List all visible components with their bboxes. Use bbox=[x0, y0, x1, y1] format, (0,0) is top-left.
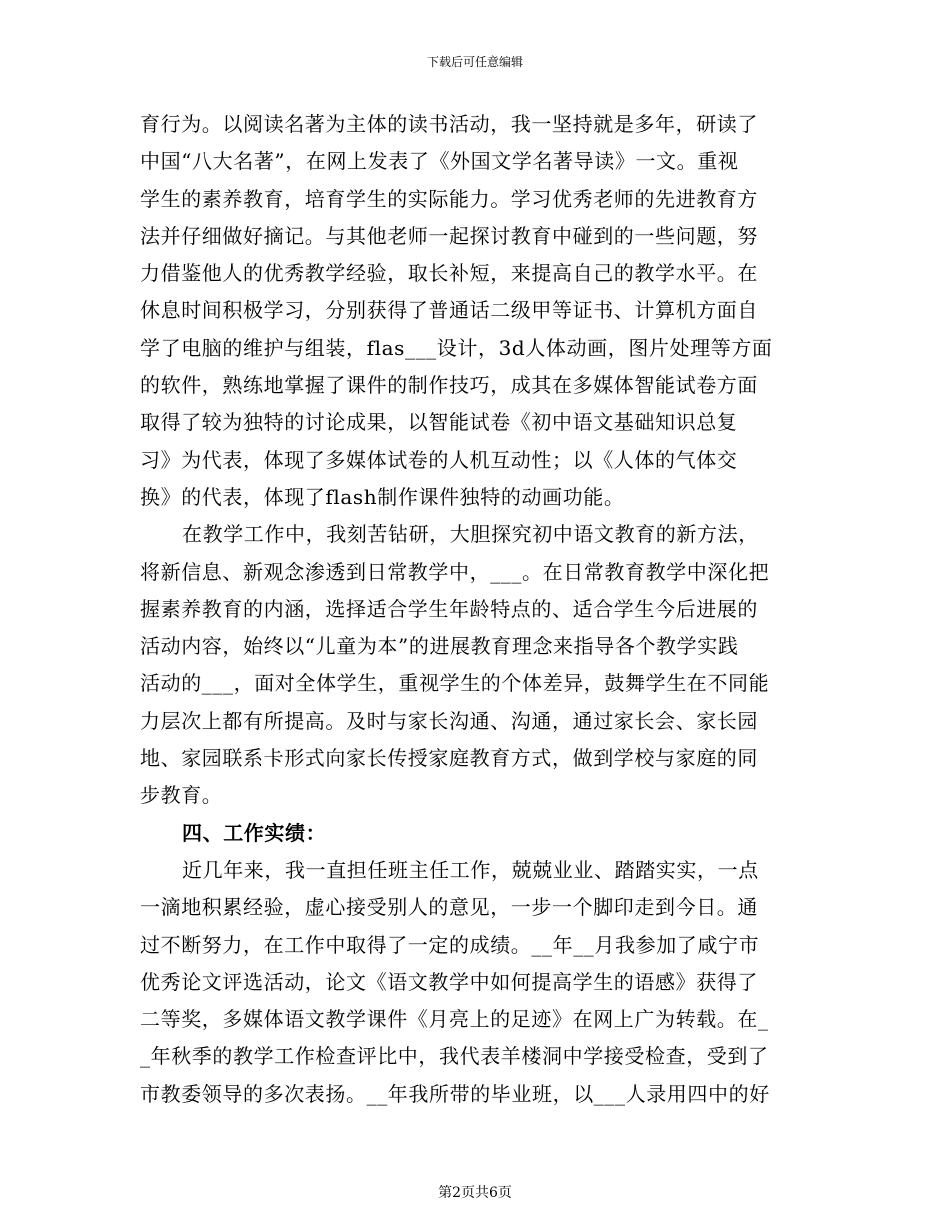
text-line: 在教学工作中，我刻苦钻研，大胆探究初中语文教育的新方法， bbox=[182, 522, 759, 547]
document-body bbox=[140, 106, 816, 1113]
text-line: 活动的___，面对全体学生，重视学生的个体差异，鼓舞学生在不同能 bbox=[140, 671, 770, 696]
text-line: 育行为。以阅读名著为主体的读书活动，我一坚持就是多年，研读了 bbox=[140, 112, 758, 136]
text-line: 习》为代表，体现了多媒体试卷的人机互动性；以《人体的气体交 bbox=[140, 447, 738, 472]
text-line: 的软件，熟练地掌握了课件的制作技巧，成其在多媒体智能试卷方面 bbox=[140, 373, 758, 398]
text-line: 二等奖，多媒体语文教学课件《月亮上的足迹》在网上广为转载。在_ bbox=[140, 1007, 769, 1032]
text-line: 地、家园联系卡形式向家长传授家庭教育方式，做到学校与家庭的同 bbox=[140, 746, 758, 771]
page-footer: 第2页共6页 bbox=[438, 1185, 512, 1201]
text-line: 过不断努力，在工作中取得了一定的成绩。__年__月我参加了咸宁市 bbox=[140, 932, 760, 957]
text-line: 学生的素养教育，培育学生的实际能力。学习优秀老师的先进教育方 bbox=[140, 186, 758, 211]
section-heading: 四、工作实绩： bbox=[182, 820, 327, 845]
text-line: 学了电脑的维护与组装，flas___设计，3d人体动画，图片处理等方面 bbox=[140, 335, 773, 360]
text-line: 优秀论文评选活动，论文《语文教学中如何提高学生的语感》获得了 bbox=[140, 969, 758, 994]
text-line: 休息时间积极学习，分别获得了普通话二级甲等证书、计算机方面自 bbox=[140, 298, 758, 323]
text-line: 力层次上都有所提高。及时与家长沟通、沟通，通过家长会、家长园 bbox=[140, 708, 758, 733]
text-line: _年秋季的教学工作检查评比中，我代表羊楼洞中学接受检查，受到了 bbox=[140, 1044, 769, 1069]
page-header: 下载后可任意编辑 bbox=[426, 55, 523, 69]
text-line: 法并仔细做好摘记。与其他老师一起探讨教育中碰到的一些问题，努 bbox=[140, 223, 758, 248]
text-line: 将新信息、新观念渗透到日常教学中，___。在日常教育教学中深化把 bbox=[140, 559, 770, 584]
text-line: 步教育。 bbox=[140, 783, 223, 808]
text-line: 活动内容，始终以“儿童为本”的进展教育理念来指导各个教学实践 bbox=[140, 634, 739, 659]
text-line: 取得了较为独特的讨论成果，以智能试卷《初中语文基础知识总复 bbox=[140, 410, 738, 435]
text-line: 近几年来，我一直担任班主任工作，兢兢业业、踏踏实实，一点 bbox=[182, 857, 759, 882]
text-line: 一滴地积累经验，虚心接受别人的意见，一步一个脚印走到今日。通 bbox=[140, 895, 758, 920]
text-line: 市教委领导的多次表扬。__年我所带的毕业班，以___人录用四中的好 bbox=[140, 1081, 770, 1106]
text-line: 换》的代表，体现了flash制作课件独特的动画功能。 bbox=[140, 484, 625, 509]
text-line: 力借鉴他人的优秀教学经验，取长补短，来提高自己的教学水平。在 bbox=[140, 261, 758, 286]
text-line: 中国“八大名著”，在网上发表了《外国文学名著导读》一文。重视 bbox=[140, 149, 739, 174]
text-line: 握素养教育的内涵，选择适合学生年龄特点的、适合学生今后进展的 bbox=[140, 596, 758, 621]
